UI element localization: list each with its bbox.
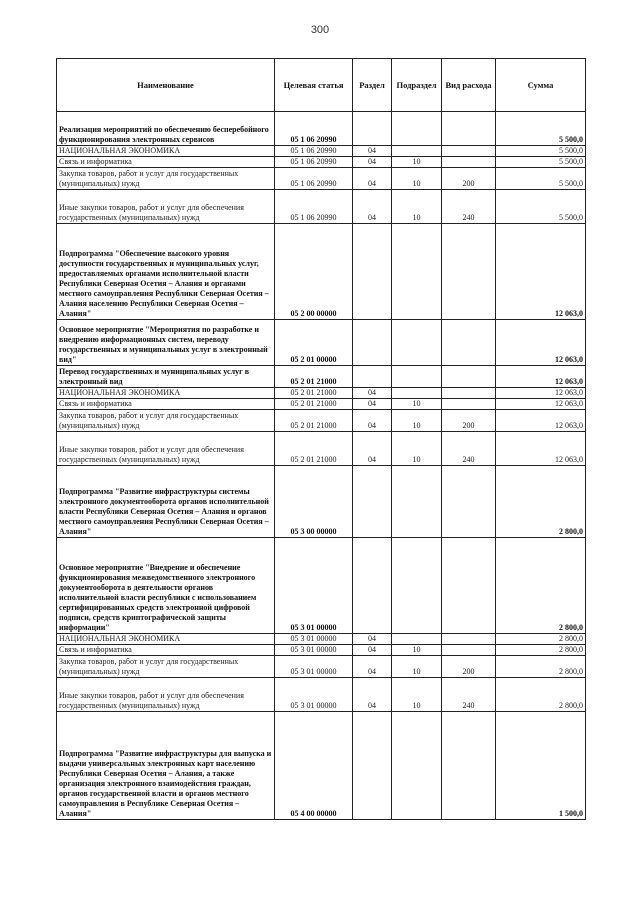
sum-cell: 12 063,0 <box>496 366 586 388</box>
section-cell <box>353 466 392 538</box>
name-cell: Связь и информатика <box>57 399 275 410</box>
subsection-cell <box>392 538 442 634</box>
subsection-cell <box>392 388 442 399</box>
subsection-cell <box>392 366 442 388</box>
sum-cell: 12 063,0 <box>496 410 586 432</box>
name-cell: Закупка товаров, работ и услуг для государственных (муниципальных) нужд <box>57 656 275 678</box>
name-cell: Реализация мероприятий по обеспечению бесперебойного функционирования электронных сервисов <box>57 112 275 146</box>
sum-cell: 12 063,0 <box>496 224 586 320</box>
section-cell <box>353 538 392 634</box>
section-cell: 04 <box>353 157 392 168</box>
sum-cell: 2 800,0 <box>496 656 586 678</box>
type-cell <box>442 112 496 146</box>
sum-cell: 2 800,0 <box>496 645 586 656</box>
header-target: Целевая статья <box>275 59 353 112</box>
name-cell: Связь и информатика <box>57 645 275 656</box>
table-row <box>57 656 586 678</box>
type-cell <box>442 146 496 157</box>
target-cell: 05 2 00 00000 <box>275 224 353 320</box>
sum-cell: 5 500,0 <box>496 157 586 168</box>
section-cell: 04 <box>353 399 392 410</box>
header-name: Наименование <box>57 59 275 112</box>
type-cell <box>442 466 496 538</box>
table-row <box>57 157 586 168</box>
name-cell: НАЦИОНАЛЬНАЯ ЭКОНОМИКА <box>57 388 275 399</box>
type-cell <box>442 157 496 168</box>
type-cell: 200 <box>442 168 496 190</box>
table-row <box>57 645 586 656</box>
target-cell: 05 3 00 00000 <box>275 466 353 538</box>
sum-cell: 2 800,0 <box>496 634 586 645</box>
name-cell: Связь и информатика <box>57 157 275 168</box>
target-cell: 05 2 01 21000 <box>275 432 353 466</box>
target-cell: 05 2 01 21000 <box>275 366 353 388</box>
subsection-cell: 10 <box>392 432 442 466</box>
subsection-cell <box>392 224 442 320</box>
table-row <box>57 366 586 388</box>
target-cell: 05 2 01 00000 <box>275 320 353 366</box>
section-cell: 04 <box>353 146 392 157</box>
table-row <box>57 190 586 224</box>
section-cell: 04 <box>353 634 392 645</box>
target-cell: 05 3 01 00000 <box>275 678 353 712</box>
section-cell: 04 <box>353 656 392 678</box>
table-row <box>57 388 586 399</box>
section-cell: 04 <box>353 678 392 712</box>
target-cell: 05 1 06 20990 <box>275 157 353 168</box>
type-cell <box>442 388 496 399</box>
target-cell: 05 4 00 00000 <box>275 712 353 820</box>
section-cell: 04 <box>353 168 392 190</box>
subsection-cell <box>392 712 442 820</box>
type-cell: 200 <box>442 656 496 678</box>
subsection-cell <box>392 466 442 538</box>
table-row <box>57 112 586 146</box>
name-cell: Иные закупки товаров, работ и услуг для обеспечения государственных (муниципальных) нужд <box>57 432 275 466</box>
subsection-cell <box>392 146 442 157</box>
sum-cell: 12 063,0 <box>496 388 586 399</box>
subsection-cell: 10 <box>392 410 442 432</box>
subsection-cell: 10 <box>392 645 442 656</box>
type-cell <box>442 634 496 645</box>
table-row <box>57 146 586 157</box>
name-cell: Подпрограмма "Развитие инфраструктуры системы электронного документооборота органов исполнительной власти Республики Северная Осетия – Алания и органов местного самоуправления Республики Северная Осетия – Алания" <box>57 466 275 538</box>
section-cell: 04 <box>353 410 392 432</box>
sum-cell: 12 063,0 <box>496 399 586 410</box>
target-cell: 05 2 01 21000 <box>275 399 353 410</box>
section-cell: 04 <box>353 432 392 466</box>
type-cell <box>442 538 496 634</box>
section-cell: 04 <box>353 190 392 224</box>
sum-cell: 5 500,0 <box>496 146 586 157</box>
subsection-cell: 10 <box>392 168 442 190</box>
type-cell <box>442 320 496 366</box>
name-cell: Перевод государственных и муниципальных услуг в электронный вид <box>57 366 275 388</box>
section-cell: 04 <box>353 388 392 399</box>
target-cell: 05 3 01 00000 <box>275 634 353 645</box>
name-cell: Иные закупки товаров, работ и услуг для обеспечения государственных (муниципальных) нужд <box>57 678 275 712</box>
page-number: 300 <box>310 24 330 36</box>
name-cell: Основное мероприятие "Внедрение и обеспечение функционирования межведомственного электронного документооборота в деятельности органов исполнительной власти республики с использованием сертифицированных средств электронной цифровой подписи, средств криптографической защиты информации" <box>57 538 275 634</box>
name-cell: Иные закупки товаров, работ и услуг для обеспечения государственных (муниципальных) нужд <box>57 190 275 224</box>
table-header-row <box>57 59 586 112</box>
target-cell: 05 3 01 00000 <box>275 538 353 634</box>
name-cell: Закупка товаров, работ и услуг для государственных (муниципальных) нужд <box>57 168 275 190</box>
type-cell <box>442 712 496 820</box>
table-row <box>57 320 586 366</box>
name-cell: Закупка товаров, работ и услуг для государственных (муниципальных) нужд <box>57 410 275 432</box>
sum-cell: 5 500,0 <box>496 112 586 146</box>
sum-cell: 1 500,0 <box>496 712 586 820</box>
type-cell <box>442 366 496 388</box>
target-cell: 05 1 06 20990 <box>275 146 353 157</box>
type-cell: 200 <box>442 410 496 432</box>
subsection-cell <box>392 112 442 146</box>
table-row <box>57 466 586 538</box>
type-cell <box>442 645 496 656</box>
target-cell: 05 1 06 20990 <box>275 168 353 190</box>
table-row <box>57 399 586 410</box>
table-row <box>57 168 586 190</box>
sum-cell: 5 500,0 <box>496 168 586 190</box>
section-cell <box>353 320 392 366</box>
subsection-cell: 10 <box>392 190 442 224</box>
type-cell: 240 <box>442 190 496 224</box>
sum-cell: 5 500,0 <box>496 190 586 224</box>
sum-cell: 2 800,0 <box>496 466 586 538</box>
section-cell <box>353 224 392 320</box>
target-cell: 05 2 01 21000 <box>275 410 353 432</box>
name-cell: НАЦИОНАЛЬНАЯ ЭКОНОМИКА <box>57 634 275 645</box>
subsection-cell: 10 <box>392 399 442 410</box>
table-row <box>57 634 586 645</box>
name-cell: Основное мероприятие "Мероприятия по разработке и внедрению информационных систем, переводу государственных и муниципальных услуг в электронный вид" <box>57 320 275 366</box>
table-row <box>57 538 586 634</box>
subsection-cell <box>392 320 442 366</box>
header-section: Раздел <box>353 59 392 112</box>
table-row <box>57 432 586 466</box>
header-sum: Сумма <box>496 59 586 112</box>
target-cell: 05 1 06 20990 <box>275 112 353 146</box>
section-cell: 04 <box>353 645 392 656</box>
sum-cell: 2 800,0 <box>496 538 586 634</box>
sum-cell: 2 800,0 <box>496 678 586 712</box>
target-cell: 05 2 01 21000 <box>275 388 353 399</box>
subsection-cell: 10 <box>392 656 442 678</box>
sum-cell: 12 063,0 <box>496 320 586 366</box>
target-cell: 05 3 01 00000 <box>275 645 353 656</box>
section-cell <box>353 366 392 388</box>
header-type: Вид расхода <box>442 59 496 112</box>
table-row <box>57 712 586 820</box>
type-cell <box>442 399 496 410</box>
table-row <box>57 410 586 432</box>
sum-cell: 12 063,0 <box>496 432 586 466</box>
section-cell <box>353 712 392 820</box>
table-row <box>57 678 586 712</box>
target-cell: 05 1 06 20990 <box>275 190 353 224</box>
name-cell: Подпрограмма "Развитие инфраструктуры для выпуска и выдачи универсальных электронных карт населению Республики Северная Осетия – Алания, а также организация электронного взаимодействия граждан, органов государственной власти и органов местного самоуправления в Республике Северная Осетия – Алания" <box>57 712 275 820</box>
type-cell: 240 <box>442 678 496 712</box>
name-cell: НАЦИОНАЛЬНАЯ ЭКОНОМИКА <box>57 146 275 157</box>
table-row <box>57 224 586 320</box>
subsection-cell <box>392 634 442 645</box>
section-cell <box>353 112 392 146</box>
budget-table <box>56 58 586 820</box>
header-subsection: Подраздел <box>392 59 442 112</box>
target-cell: 05 3 01 00000 <box>275 656 353 678</box>
type-cell <box>442 224 496 320</box>
subsection-cell: 10 <box>392 157 442 168</box>
name-cell: Подпрограмма "Обеспечение высокого уровня доступности государственных и муниципальных услуг, предоставляемых органами исполнительной власти Республики Северная Осетия – Алания и органами местного самоуправления Республики Северная Осетия – Алания населению Республики Северная Осетия – Алания" <box>57 224 275 320</box>
subsection-cell: 10 <box>392 678 442 712</box>
type-cell: 240 <box>442 432 496 466</box>
